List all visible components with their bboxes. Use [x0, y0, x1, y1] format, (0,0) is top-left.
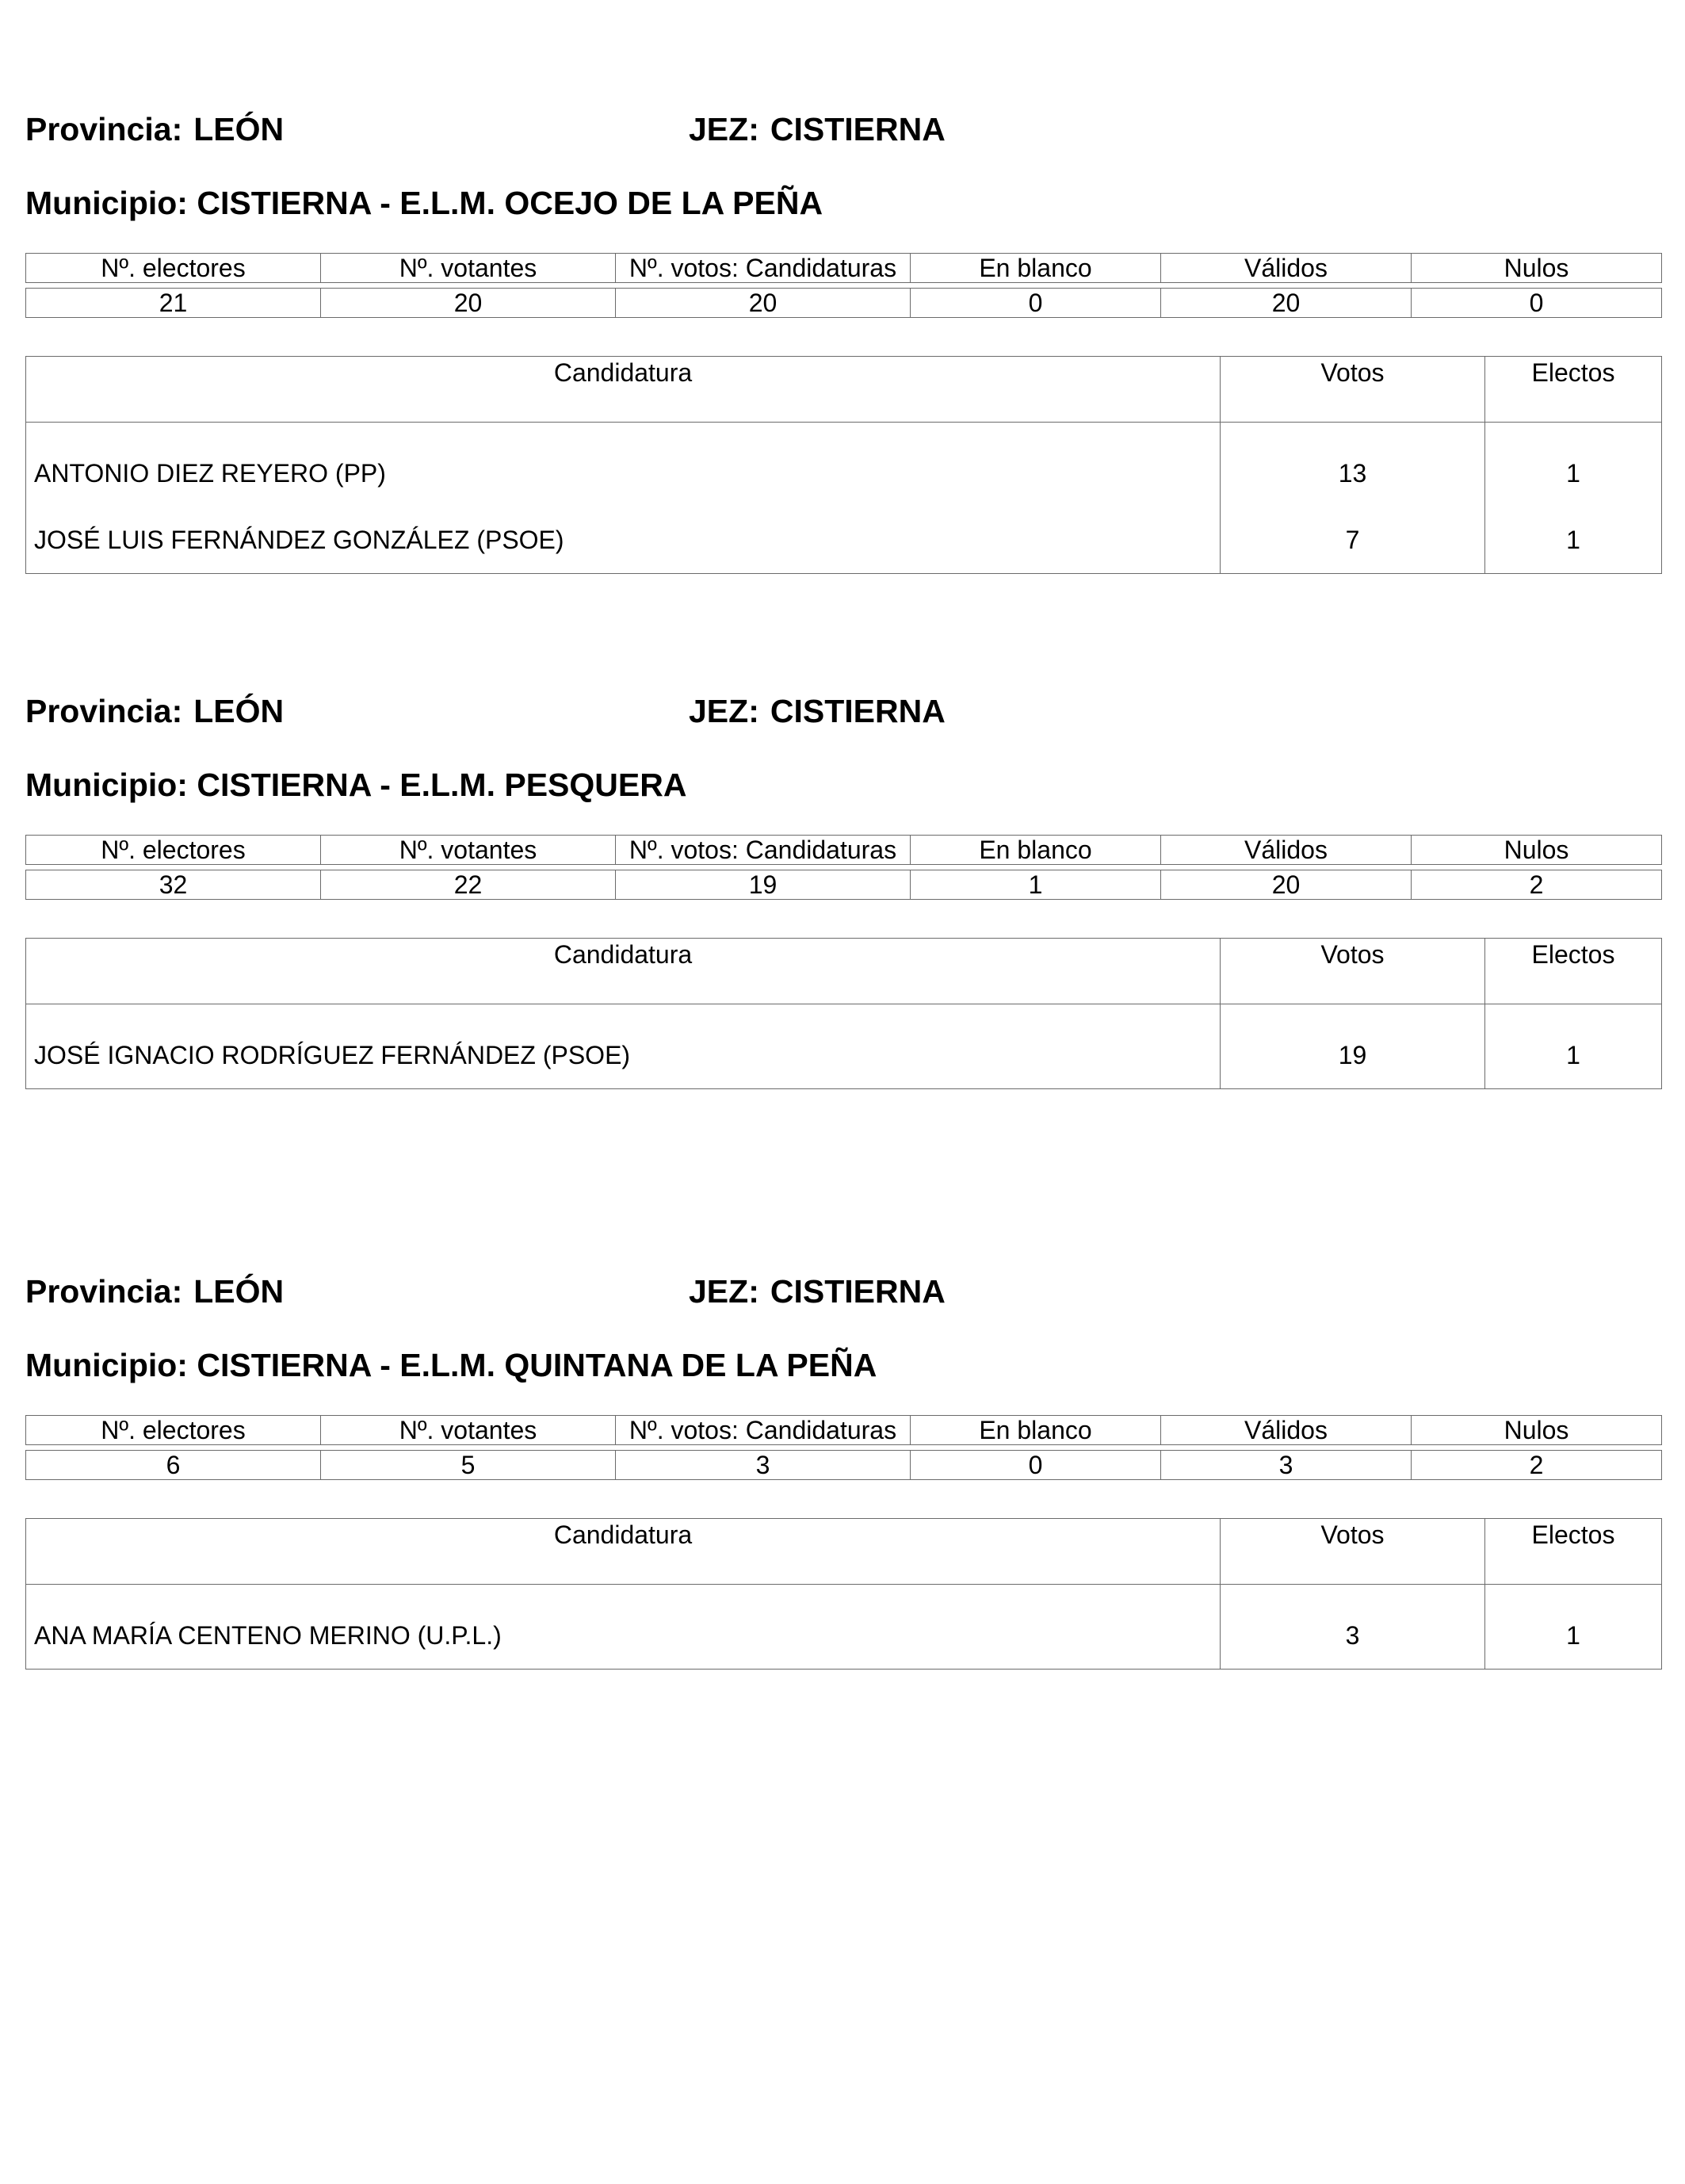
candidate-votos: 19 [1221, 1004, 1485, 1089]
stats-header-votantes: Nº. votantes [321, 836, 616, 865]
header-votos: Votos [1221, 939, 1485, 1004]
stats-header-votantes: Nº. votantes [321, 1416, 616, 1445]
candidates-header-row [26, 357, 1662, 423]
stats-votantes: 5 [321, 1451, 616, 1480]
stats-electores: 21 [26, 289, 321, 318]
stats-header-nulos: Nulos [1412, 254, 1662, 283]
jez-label: JEZ: [689, 111, 759, 147]
stats-en-blanco: 1 [911, 870, 1161, 900]
provincia-label: Provincia: [25, 693, 183, 729]
candidate-row [26, 1004, 1662, 1089]
header-candidatura: Candidatura [26, 1519, 1221, 1585]
stats-header-votos-candidaturas: Nº. votos: Candidaturas [616, 254, 911, 283]
stats-header-validos: Válidos [1161, 1416, 1412, 1445]
stats-validos: 20 [1161, 870, 1412, 900]
candidates-table [25, 356, 1662, 574]
stats-en-blanco: 0 [911, 1451, 1161, 1480]
section-header [25, 693, 1661, 740]
candidate-votos: 3 [1221, 1585, 1485, 1670]
stats-votos-candidaturas: 3 [616, 1451, 911, 1480]
municipio-label: Municipio: [25, 1347, 188, 1383]
candidate-name: ANA MARÍA CENTENO MERINO (U.P.L.) [26, 1585, 1221, 1670]
candidate-electos: 1 [1485, 1004, 1662, 1089]
provincia-label: Provincia: [25, 1273, 183, 1310]
stats-table [25, 253, 1662, 318]
section-header [25, 111, 1661, 159]
header-electos: Electos [1485, 1519, 1662, 1585]
provincia-value: LEÓN [193, 111, 285, 147]
stats-votantes: 20 [321, 289, 616, 318]
header-electos: Electos [1485, 357, 1662, 423]
jez-value: CISTIERNA [770, 693, 946, 729]
stats-table [25, 835, 1662, 900]
header-candidatura: Candidatura [26, 357, 1221, 423]
stats-en-blanco: 0 [911, 289, 1161, 318]
candidate-name: ANTONIO DIEZ REYERO (PP) [26, 423, 1221, 507]
municipio-value: CISTIERNA - E.L.M. PESQUERA [197, 767, 687, 803]
stats-header-en-blanco: En blanco [911, 1416, 1161, 1445]
section-header [25, 1273, 1661, 1321]
stats-nulos: 0 [1412, 289, 1662, 318]
stats-table [25, 1415, 1662, 1480]
stats-header-validos: Válidos [1161, 836, 1412, 865]
provincia-label: Provincia: [25, 111, 183, 147]
stats-header-electores: Nº. electores [26, 836, 321, 865]
stats-header-votos-candidaturas: Nº. votos: Candidaturas [616, 836, 911, 865]
candidate-row [26, 507, 1662, 574]
section-ocejo-de-la-pena [25, 111, 1661, 574]
stats-votantes: 22 [321, 870, 616, 900]
stats-header-electores: Nº. electores [26, 1416, 321, 1445]
municipio-label: Municipio: [25, 185, 188, 221]
header-votos: Votos [1221, 357, 1485, 423]
section-pesquera [25, 693, 1661, 1089]
municipio [25, 1347, 1661, 1394]
stats-electores: 32 [26, 870, 321, 900]
stats-header-row [26, 836, 1662, 865]
provincia [25, 111, 284, 148]
candidate-electos: 1 [1485, 1585, 1662, 1670]
candidates-table [25, 938, 1662, 1089]
stats-header-en-blanco: En blanco [911, 836, 1161, 865]
candidate-name: JOSÉ IGNACIO RODRÍGUEZ FERNÁNDEZ (PSOE) [26, 1004, 1221, 1089]
candidates-header-row [26, 939, 1662, 1004]
section-quintana-de-la-pena [25, 1273, 1661, 1670]
stats-header-en-blanco: En blanco [911, 254, 1161, 283]
candidate-row [26, 423, 1662, 507]
candidate-electos: 1 [1485, 423, 1662, 507]
stats-header-votos-candidaturas: Nº. votos: Candidaturas [616, 1416, 911, 1445]
stats-votos-candidaturas: 20 [616, 289, 911, 318]
stats-value-row [26, 870, 1662, 900]
stats-header-nulos: Nulos [1412, 1416, 1662, 1445]
provincia-value: LEÓN [193, 693, 285, 729]
stats-header-nulos: Nulos [1412, 836, 1662, 865]
stats-electores: 6 [26, 1451, 321, 1480]
stats-header-row [26, 1416, 1662, 1445]
stats-nulos: 2 [1412, 1451, 1662, 1480]
municipio [25, 767, 1661, 814]
candidate-votos: 13 [1221, 423, 1485, 507]
jez [689, 693, 946, 730]
stats-validos: 3 [1161, 1451, 1412, 1480]
stats-header-electores: Nº. electores [26, 254, 321, 283]
candidate-electos: 1 [1485, 507, 1662, 574]
stats-votos-candidaturas: 19 [616, 870, 911, 900]
candidates-table [25, 1518, 1662, 1670]
candidate-name: JOSÉ LUIS FERNÁNDEZ GONZÁLEZ (PSOE) [26, 507, 1221, 574]
provincia [25, 1273, 284, 1310]
stats-header-row [26, 254, 1662, 283]
municipio-value: CISTIERNA - E.L.M. OCEJO DE LA PEÑA [197, 185, 823, 221]
municipio [25, 185, 1661, 232]
stats-validos: 20 [1161, 289, 1412, 318]
municipio-value: CISTIERNA - E.L.M. QUINTANA DE LA PEÑA [197, 1347, 877, 1383]
jez-value: CISTIERNA [770, 1273, 946, 1310]
provincia [25, 693, 284, 730]
jez-label: JEZ: [689, 693, 759, 729]
jez-value: CISTIERNA [770, 111, 946, 147]
stats-header-validos: Válidos [1161, 254, 1412, 283]
municipio-label: Municipio: [25, 767, 188, 803]
jez-label: JEZ: [689, 1273, 759, 1310]
jez [689, 1273, 946, 1310]
jez [689, 111, 946, 148]
stats-header-votantes: Nº. votantes [321, 254, 616, 283]
header-electos: Electos [1485, 939, 1662, 1004]
candidate-votos: 7 [1221, 507, 1485, 574]
header-votos: Votos [1221, 1519, 1485, 1585]
candidate-row [26, 1585, 1662, 1670]
stats-value-row [26, 289, 1662, 318]
candidates-header-row [26, 1519, 1662, 1585]
header-candidatura: Candidatura [26, 939, 1221, 1004]
stats-nulos: 2 [1412, 870, 1662, 900]
provincia-value: LEÓN [193, 1273, 285, 1310]
stats-value-row [26, 1451, 1662, 1480]
